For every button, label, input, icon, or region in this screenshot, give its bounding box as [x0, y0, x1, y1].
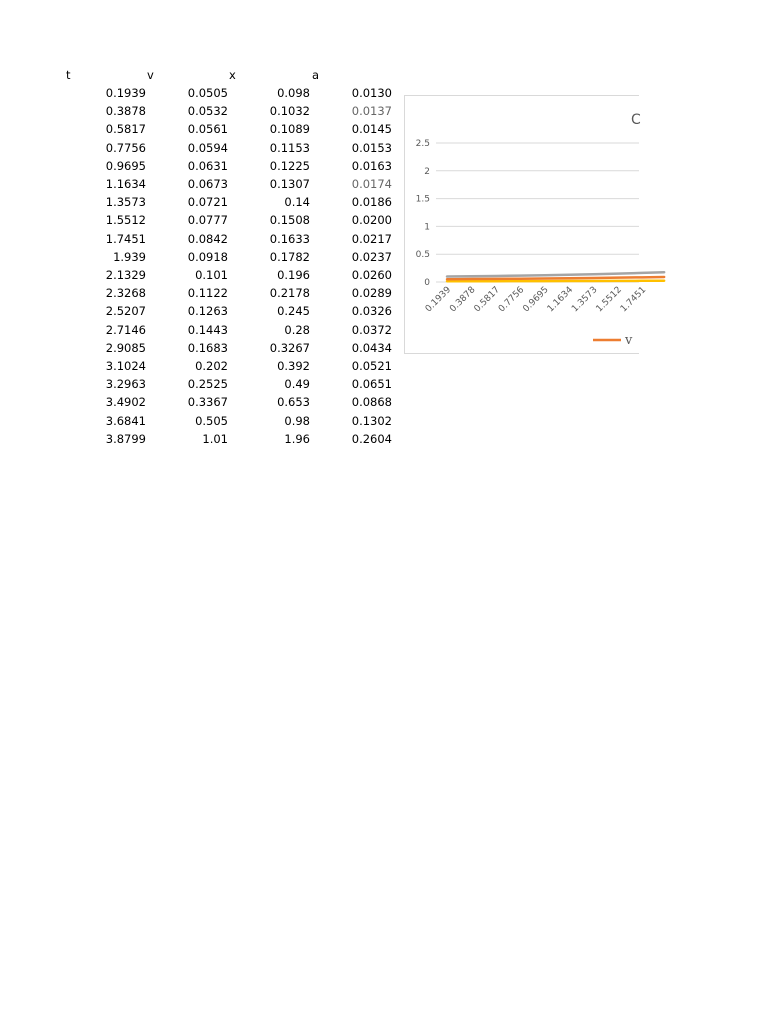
cell-t[interactable]: 0.9695	[105, 158, 146, 173]
cell-t[interactable]: 0.5817	[105, 122, 146, 137]
cell-a[interactable]: 0.0868	[351, 395, 392, 410]
column-header-a: a	[312, 68, 320, 82]
cell-x[interactable]: 0.245	[277, 304, 310, 319]
y-tick-label: 1.5	[415, 194, 430, 205]
y-tick-label: 2.5	[415, 139, 430, 149]
cell-t[interactable]: 1.939	[113, 249, 146, 264]
cell-t[interactable]: 1.1634	[105, 177, 146, 191]
cell-a[interactable]: 0.0372	[351, 322, 392, 337]
cell-v[interactable]: 0.505	[195, 413, 228, 428]
cell-v[interactable]: 0.0631	[187, 158, 228, 173]
cell-t[interactable]: 3.1024	[105, 359, 146, 373]
series-line-1	[447, 272, 664, 276]
cell-v[interactable]: 0.0561	[187, 122, 228, 137]
cell-v[interactable]: 0.2525	[187, 377, 228, 392]
cell-t[interactable]: 1.5512	[105, 213, 146, 228]
cell-x[interactable]: 0.49	[284, 377, 310, 392]
y-tick-label: 1	[424, 222, 430, 233]
cell-v[interactable]: 0.1122	[187, 286, 228, 301]
cell-t[interactable]: 3.2963	[105, 377, 146, 392]
cell-v[interactable]: 0.3367	[187, 395, 228, 410]
cell-t[interactable]: 3.8799	[105, 431, 146, 446]
cell-x[interactable]: 1.96	[284, 431, 310, 446]
x-tick-label: 0.9695	[521, 285, 551, 315]
cell-t[interactable]: 2.9085	[105, 340, 146, 355]
cell-a[interactable]: 0.0174	[351, 177, 392, 191]
cell-t[interactable]: 0.7756	[105, 140, 146, 155]
cell-x[interactable]: 0.1633	[269, 231, 310, 246]
cell-t[interactable]: 2.5207	[105, 304, 146, 319]
cell-a[interactable]: 0.0289	[351, 286, 392, 301]
cell-a[interactable]: 0.2604	[351, 431, 392, 446]
cell-a[interactable]: 0.0237	[351, 249, 392, 264]
cell-x[interactable]: 0.392	[277, 359, 310, 373]
cell-x[interactable]: 0.196	[277, 268, 310, 282]
y-tick-label: 2	[424, 166, 430, 177]
cell-x[interactable]: 0.28	[284, 322, 310, 337]
cell-t[interactable]: 3.6841	[105, 413, 146, 428]
cell-x[interactable]: 0.1153	[269, 140, 310, 155]
cell-v[interactable]: 0.0777	[187, 213, 228, 228]
cell-a[interactable]: 0.0163	[351, 158, 392, 173]
cell-v[interactable]: 0.0532	[187, 104, 228, 119]
cell-x[interactable]: 0.1307	[269, 177, 310, 191]
x-tick-label: 1.1634	[545, 285, 576, 315]
cell-t[interactable]: 1.7451	[105, 231, 146, 246]
cell-x[interactable]: 0.098	[277, 86, 310, 100]
x-tick-label: 1.5512	[594, 285, 624, 315]
chart-title: C	[631, 112, 641, 128]
cell-x[interactable]: 0.98	[284, 413, 310, 428]
cell-x[interactable]: 0.1782	[269, 249, 310, 264]
column-header-v: v	[147, 68, 154, 82]
x-tick-label: 1.3573	[570, 285, 600, 315]
cell-a[interactable]: 0.0137	[351, 104, 392, 119]
cell-t[interactable]: 2.7146	[105, 322, 146, 337]
x-tick-label: 0.5817	[472, 285, 502, 315]
cell-a[interactable]: 0.0153	[351, 140, 392, 155]
cell-x[interactable]: 0.1225	[269, 158, 310, 173]
y-tick-label: 0	[424, 278, 430, 288]
cell-a[interactable]: 0.0217	[351, 231, 392, 246]
cell-v[interactable]: 0.0505	[187, 86, 228, 100]
cell-x[interactable]: 0.3267	[269, 340, 310, 355]
cell-x[interactable]: 0.2178	[269, 286, 310, 301]
x-tick-label: 0.1939	[423, 285, 454, 315]
chart-svg	[405, 96, 649, 353]
column-header-x: x	[229, 68, 236, 82]
legend-label: v	[625, 333, 633, 348]
column-header-t: t	[66, 68, 71, 82]
cell-v[interactable]: 0.1263	[187, 304, 228, 319]
cell-x[interactable]: 0.1508	[269, 213, 310, 228]
cell-a[interactable]: 0.0651	[351, 377, 392, 392]
cell-x[interactable]: 0.1089	[269, 122, 310, 137]
cell-x[interactable]: 0.653	[277, 395, 310, 410]
cell-a[interactable]: 0.0260	[351, 268, 392, 282]
cell-v[interactable]: 0.1443	[187, 322, 228, 337]
cell-v[interactable]: 0.0842	[187, 231, 228, 246]
cell-a[interactable]: 0.0521	[351, 359, 392, 373]
cell-v[interactable]: 0.1683	[187, 340, 228, 355]
cell-a[interactable]: 0.1302	[351, 413, 392, 428]
cell-a[interactable]: 0.0145	[351, 122, 392, 137]
x-tick-label: 0.7756	[496, 285, 527, 315]
cell-v[interactable]: 0.0594	[187, 140, 228, 155]
cell-a[interactable]: 0.0130	[351, 86, 392, 100]
cell-v[interactable]: 0.0673	[187, 177, 228, 191]
cell-t[interactable]: 1.3573	[105, 195, 146, 210]
cell-x[interactable]: 0.1032	[269, 104, 310, 119]
cell-v[interactable]: 0.0721	[187, 195, 228, 210]
series-line-2	[447, 281, 664, 282]
line-chart[interactable]	[404, 95, 649, 354]
cell-a[interactable]: 0.0434	[351, 340, 392, 355]
cell-a[interactable]: 0.0186	[351, 195, 392, 210]
cell-t[interactable]: 2.3268	[105, 286, 146, 301]
cell-a[interactable]: 0.0326	[351, 304, 392, 319]
cell-v[interactable]: 0.101	[195, 268, 228, 282]
y-tick-label: 0.5	[415, 250, 430, 261]
cell-a[interactable]: 0.0200	[351, 213, 392, 228]
cell-v[interactable]: 1.01	[202, 431, 228, 446]
cell-t[interactable]: 0.3878	[105, 104, 146, 119]
cell-v[interactable]: 0.202	[195, 359, 228, 373]
cell-v[interactable]: 0.0918	[187, 249, 228, 264]
cell-t[interactable]: 3.4902	[105, 395, 146, 410]
cell-t[interactable]: 0.1939	[105, 86, 146, 100]
x-tick-label: 0.3878	[448, 285, 478, 315]
cell-t[interactable]: 2.1329	[105, 268, 146, 282]
x-tick-label: 1.7451	[618, 285, 649, 315]
cell-x[interactable]: 0.14	[284, 195, 310, 210]
